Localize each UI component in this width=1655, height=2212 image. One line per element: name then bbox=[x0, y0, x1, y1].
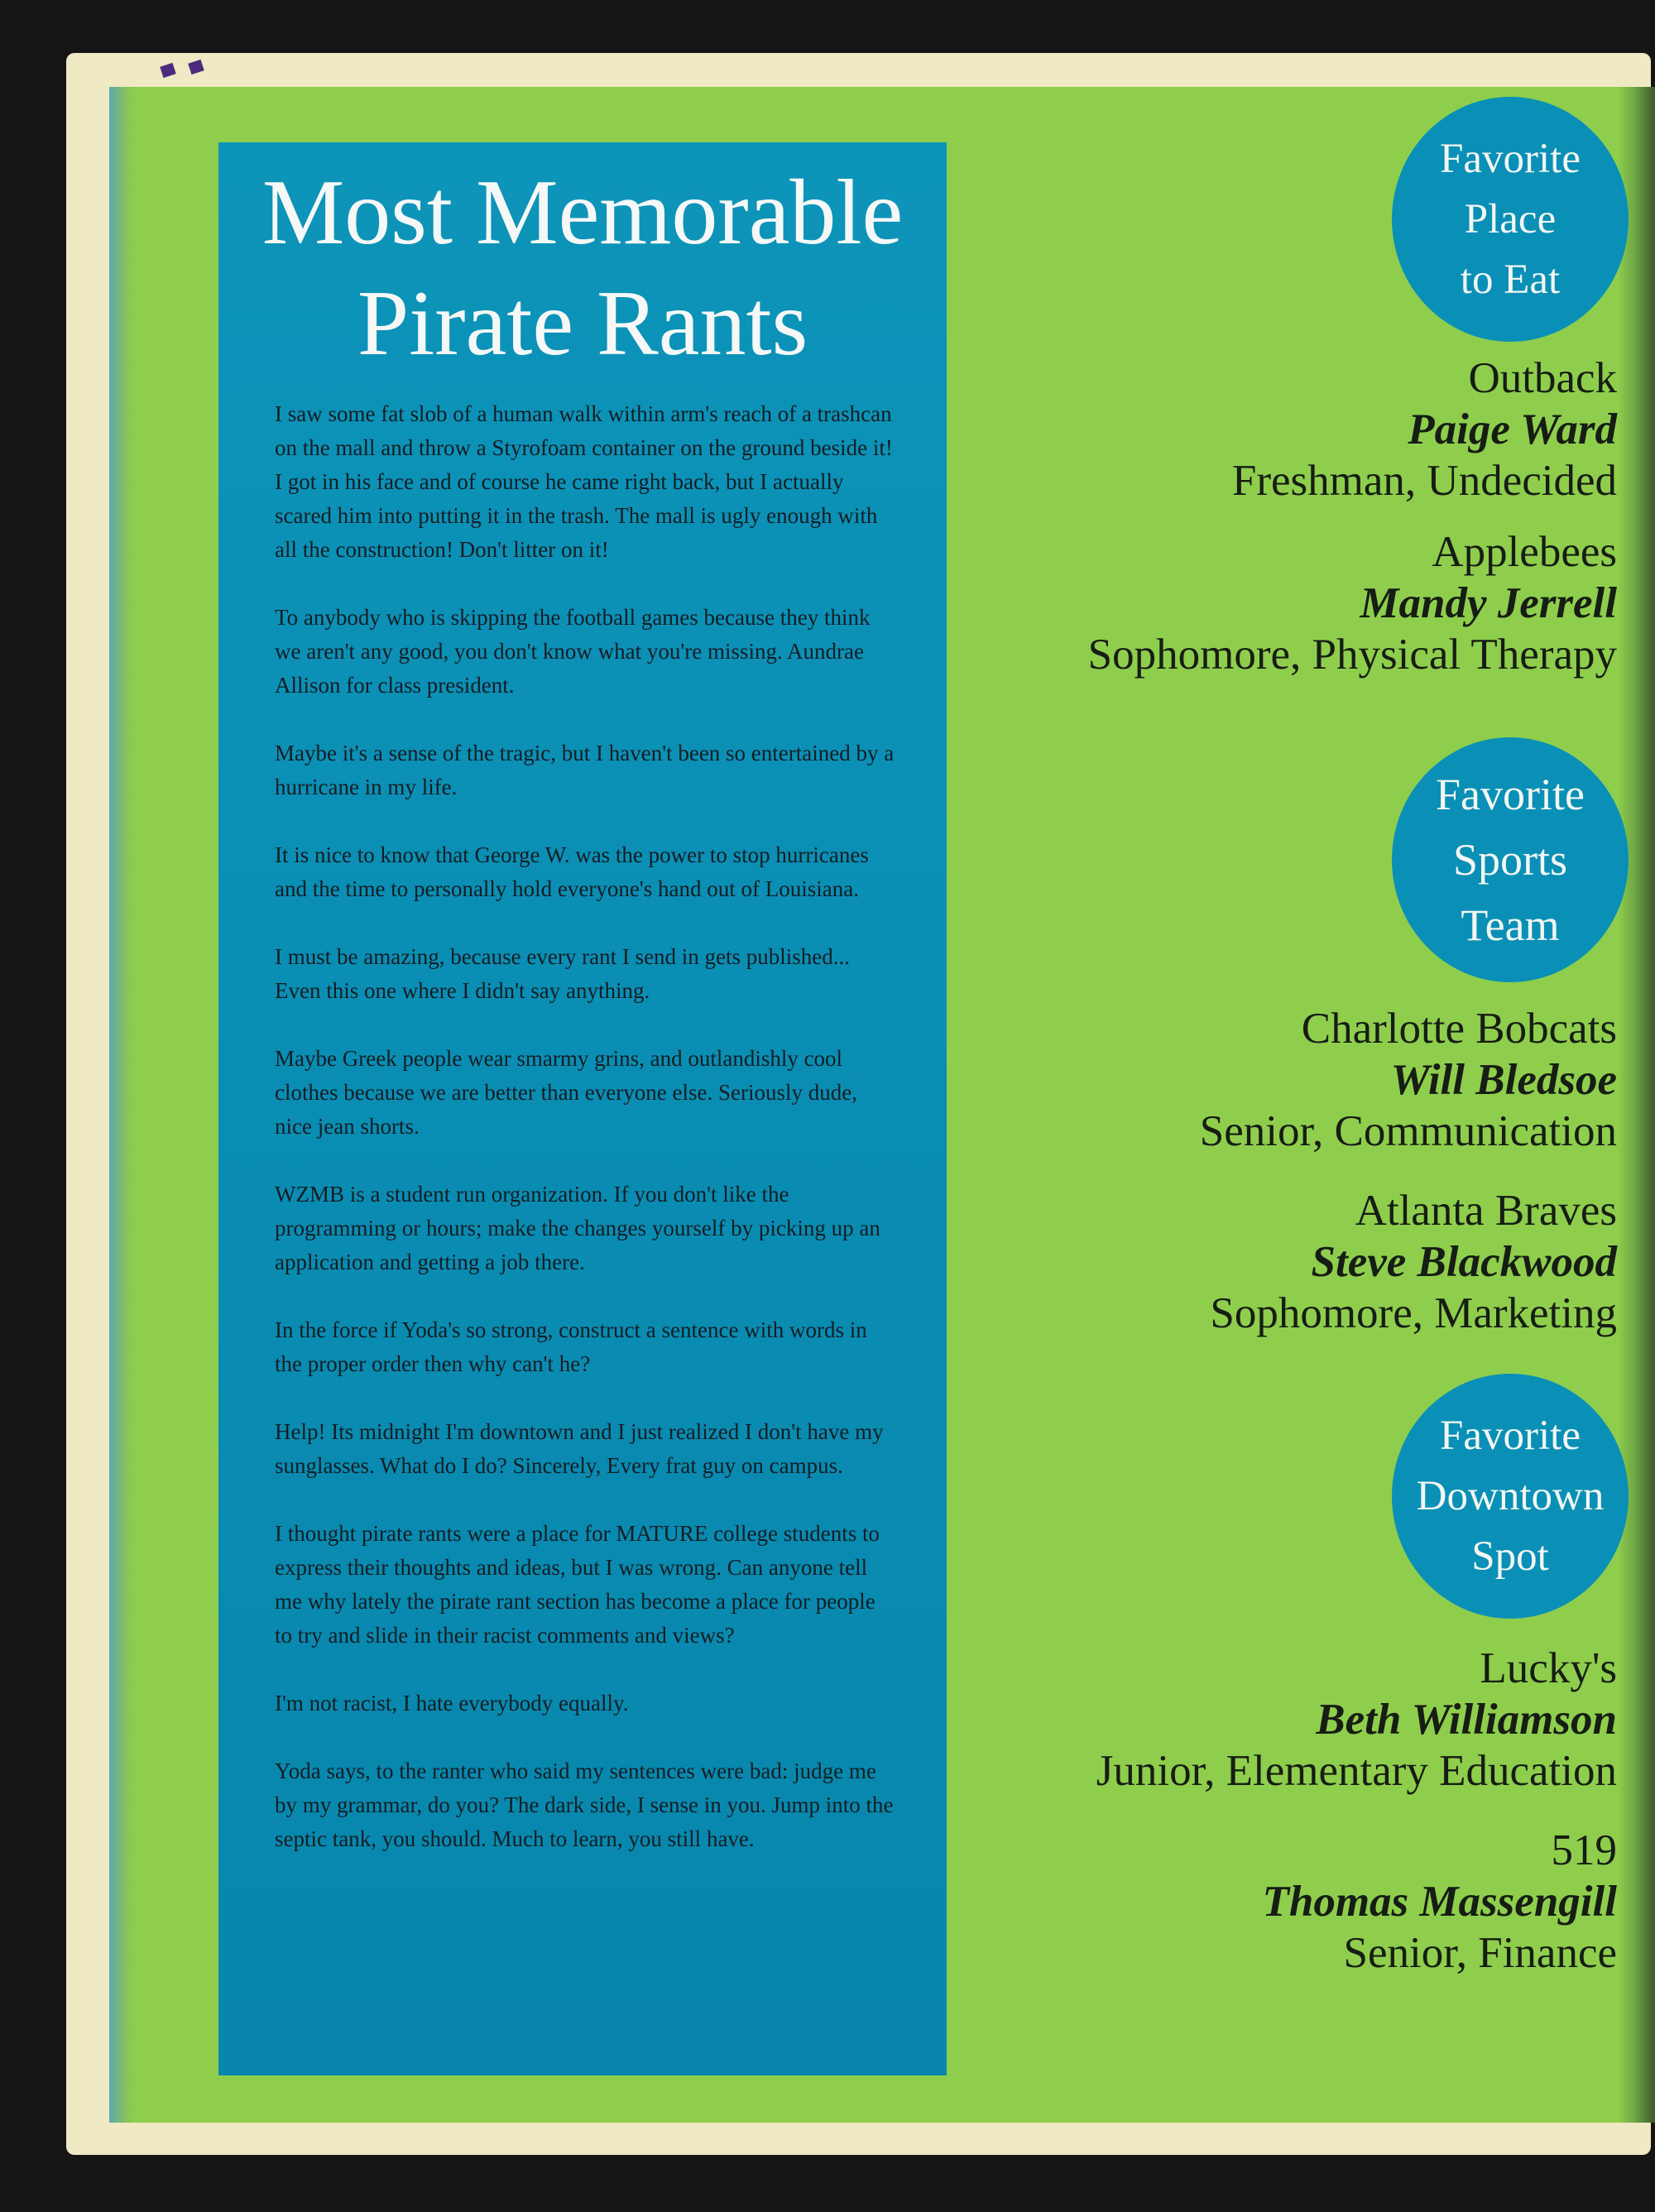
favorite-sports-team-badge bbox=[1392, 737, 1629, 982]
badge-line: Spot bbox=[1471, 1533, 1549, 1580]
badge-line: Favorite bbox=[1440, 1412, 1581, 1459]
favorite-place-to-eat-badge bbox=[1392, 97, 1629, 342]
student-name: Beth Williamson bbox=[1316, 1696, 1617, 1744]
rant-item: Maybe Greek people wear smarmy grins, and outlandishly cool clothes because we are better than everyone else. Seriously dude, nice jean shorts. bbox=[275, 1046, 857, 1139]
badge-line: Team bbox=[1461, 900, 1560, 950]
badge-line: Downtown bbox=[1416, 1472, 1605, 1519]
favorite-answer: Outback bbox=[1468, 354, 1617, 402]
rant-item: In the force if Yoda's so strong, construct a sentence with words in the proper order then why can't he? bbox=[275, 1317, 867, 1376]
student-name: Steve Blackwood bbox=[1311, 1238, 1617, 1286]
student-name: Paige Ward bbox=[1408, 405, 1617, 453]
title-line-1: Most Memorable bbox=[261, 161, 904, 264]
favorite-answer: 519 bbox=[1551, 1826, 1617, 1874]
student-info: Senior, Finance bbox=[1343, 1929, 1617, 1977]
favorite-entry bbox=[988, 526, 1617, 680]
purple-marker-mark bbox=[161, 61, 236, 78]
favorite-answer: Charlotte Bobcats bbox=[1301, 1005, 1617, 1053]
badge-line: to Eat bbox=[1460, 256, 1561, 303]
rant-item: I saw some fat slob of a human walk within arm's reach of a trashcan on the mall and throw a Styrofoam container on the ground beside it! I got in his face and of course he came right back, but I actually scared him into putting it in the trash. The mall is ugly enough with all the construction! Don't litter on it! bbox=[275, 401, 893, 562]
rant-item: WZMB is a student run organization. If you don't like the programming or hours; make the changes yourself by picking up an application and getting a job there. bbox=[275, 1182, 880, 1274]
rant-item: It is nice to know that George W. was the power to stop hurricanes and the time to personally hold everyone's hand out of Louisiana. bbox=[275, 842, 869, 901]
student-name: Will Bledsoe bbox=[1390, 1056, 1617, 1104]
page-gutter-shadow bbox=[1618, 87, 1655, 2123]
badge-line: Favorite bbox=[1440, 135, 1581, 182]
badge-line: Place bbox=[1464, 195, 1557, 242]
student-name: Thomas Massengill bbox=[1262, 1878, 1617, 1926]
student-info: Freshman, Undecided bbox=[1231, 457, 1617, 505]
favorite-entry bbox=[988, 1185, 1617, 1339]
rant-item: I'm not racist, I hate everybody equally. bbox=[275, 1691, 629, 1715]
page-edge-shadow bbox=[109, 87, 136, 2123]
rant-item: Yoda says, to the ranter who said my sentences were bad: judge me by my grammar, do you? The dark side, I sense in you. Jump into the septic tank, you should. Much to learn, you still have. bbox=[275, 1759, 894, 1851]
title-line-2: Pirate Rants bbox=[357, 272, 808, 375]
favorite-entry bbox=[988, 1825, 1617, 1979]
student-name: Mandy Jerrell bbox=[1360, 579, 1617, 627]
rant-item: To anybody who is skipping the football games because they think we aren't any good, you don't know what you're missing. Aundrae Allison for class president. bbox=[275, 605, 871, 698]
rant-item: I must be amazing, because every rant I send in gets published... Even this one where I didn't say anything. bbox=[275, 944, 851, 1003]
badge-line: Sports bbox=[1452, 834, 1568, 885]
favorite-answer: Lucky's bbox=[1480, 1644, 1617, 1692]
rants-list bbox=[275, 397, 895, 1890]
student-info: Junior, Elementary Education bbox=[1096, 1747, 1617, 1795]
rant-item: I thought pirate rants were a place for MATURE college students to express their thoughts and ideas, but I was wrong. Can anyone tell me why lately the pirate rant section has become a place for people to try and slide in their racist comments and views? bbox=[275, 1521, 880, 1648]
favorite-downtown-spot-badge bbox=[1392, 1374, 1629, 1619]
favorite-answer: Applebees bbox=[1432, 528, 1617, 576]
favorite-entry bbox=[988, 1003, 1617, 1157]
pirate-rants-title bbox=[218, 157, 947, 379]
favorite-entry bbox=[988, 353, 1617, 506]
rant-item: Help! Its midnight I'm downtown and I just realized I don't have my sunglasses. What do I do? Sincerely, Every frat guy on campus. bbox=[275, 1419, 884, 1478]
rant-item: Maybe it's a sense of the tragic, but I haven't been so entertained by a hurricane in my life. bbox=[275, 741, 895, 799]
pirate-rants-panel bbox=[218, 142, 947, 2075]
favorite-answer: Atlanta Braves bbox=[1355, 1187, 1617, 1235]
badge-line: Favorite bbox=[1436, 769, 1585, 819]
favorite-entry bbox=[988, 1643, 1617, 1797]
student-info: Senior, Communication bbox=[1199, 1107, 1617, 1155]
student-info: Sophomore, Physical Therapy bbox=[1087, 631, 1617, 679]
student-info: Sophomore, Marketing bbox=[1210, 1289, 1617, 1337]
